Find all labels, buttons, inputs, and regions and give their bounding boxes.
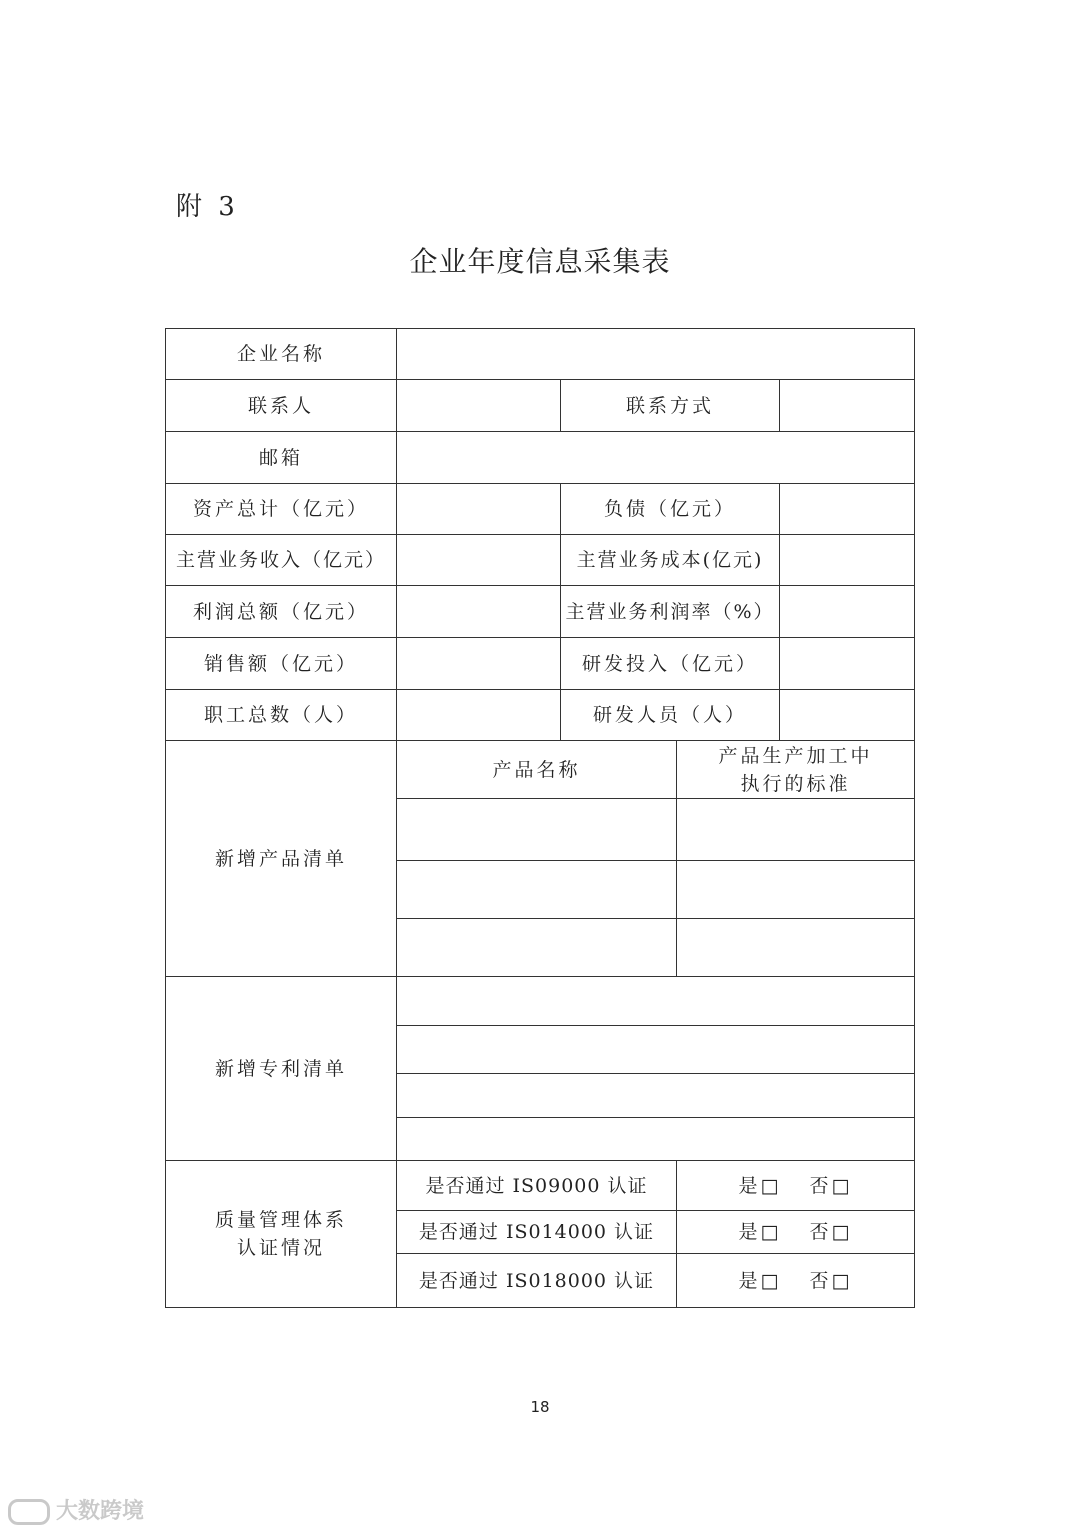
patent-cell-3[interactable] bbox=[397, 1074, 915, 1118]
total-profit-label: 利润总额（亿元） bbox=[166, 586, 397, 638]
iso14000-no-checkbox[interactable]: 否□ bbox=[809, 1221, 853, 1243]
patent-cell-2[interactable] bbox=[397, 1026, 915, 1074]
quality-cert-label: 质量管理体系认证情况 bbox=[166, 1161, 397, 1308]
patent-cell-1[interactable] bbox=[397, 977, 915, 1026]
new-products-label: 新增产品清单 bbox=[166, 741, 397, 977]
product-name-cell-3[interactable] bbox=[397, 919, 677, 977]
liabilities-label: 负债（亿元） bbox=[561, 484, 780, 535]
watermark-text: 大数跨境 bbox=[56, 1499, 145, 1524]
product-name-header: 产品名称 bbox=[397, 741, 677, 799]
iso14000-question: 是否通过 IS014000 认证 bbox=[397, 1211, 677, 1254]
total-assets-label: 资产总计（亿元） bbox=[166, 484, 397, 535]
email-cell[interactable] bbox=[397, 432, 915, 484]
iso18000-options bbox=[677, 1254, 915, 1308]
email-label: 邮箱 bbox=[166, 432, 397, 484]
page-number: 18 bbox=[530, 1398, 550, 1416]
contact-method-cell[interactable] bbox=[780, 380, 915, 432]
main-cost-cell[interactable] bbox=[780, 535, 915, 586]
product-standard-cell-2[interactable] bbox=[677, 861, 915, 919]
iso9000-options bbox=[677, 1161, 915, 1211]
form-title: 企业年度信息采集表 bbox=[409, 245, 671, 278]
company-name-label: 企业名称 bbox=[166, 329, 397, 380]
main-revenue-label: 主营业务收入（亿元） bbox=[166, 535, 397, 586]
info-collection-table bbox=[165, 328, 915, 1308]
product-standard-cell-1[interactable] bbox=[677, 799, 915, 861]
new-patents-label: 新增专利清单 bbox=[166, 977, 397, 1161]
total-assets-cell[interactable] bbox=[397, 484, 561, 535]
product-name-cell-1[interactable] bbox=[397, 799, 677, 861]
employees-label: 职工总数（人） bbox=[166, 690, 397, 741]
iso9000-question: 是否通过 IS09000 认证 bbox=[397, 1161, 677, 1211]
profit-rate-label: 主营业务利润率（%） bbox=[561, 586, 780, 638]
contact-person-label: 联系人 bbox=[166, 380, 397, 432]
sales-cell[interactable] bbox=[397, 638, 561, 690]
company-name-cell[interactable] bbox=[397, 329, 915, 380]
main-cost-label: 主营业务成本(亿元) bbox=[561, 535, 780, 586]
rd-staff-label: 研发人员（人） bbox=[561, 690, 780, 741]
profit-rate-cell[interactable] bbox=[780, 586, 915, 638]
liabilities-cell[interactable] bbox=[780, 484, 915, 535]
sales-label: 销售额（亿元） bbox=[166, 638, 397, 690]
iso18000-yes-checkbox[interactable]: 是□ bbox=[738, 1269, 782, 1292]
watermark bbox=[8, 1494, 144, 1525]
iso14000-options bbox=[677, 1211, 915, 1254]
total-profit-cell[interactable] bbox=[397, 586, 561, 638]
product-standard-cell-3[interactable] bbox=[677, 919, 915, 977]
contact-method-label: 联系方式 bbox=[561, 380, 780, 432]
product-name-cell-2[interactable] bbox=[397, 861, 677, 919]
patent-cell-4[interactable] bbox=[397, 1118, 915, 1161]
watermark-logo-icon bbox=[8, 1499, 50, 1525]
iso14000-yes-checkbox[interactable]: 是□ bbox=[738, 1221, 782, 1243]
iso18000-question: 是否通过 IS018000 认证 bbox=[397, 1254, 677, 1308]
main-revenue-cell[interactable] bbox=[397, 535, 561, 586]
iso9000-yes-checkbox[interactable]: 是□ bbox=[738, 1174, 782, 1197]
rd-staff-cell[interactable] bbox=[780, 690, 915, 741]
iso18000-no-checkbox[interactable]: 否□ bbox=[809, 1269, 853, 1292]
rd-investment-label: 研发投入（亿元） bbox=[561, 638, 780, 690]
iso9000-no-checkbox[interactable]: 否□ bbox=[809, 1174, 853, 1197]
employees-cell[interactable] bbox=[397, 690, 561, 741]
rd-investment-cell[interactable] bbox=[780, 638, 915, 690]
product-standard-header: 产品生产加工中执行的标准 bbox=[677, 741, 915, 799]
contact-person-cell[interactable] bbox=[397, 380, 561, 432]
attachment-label: 附 3 bbox=[176, 192, 239, 222]
